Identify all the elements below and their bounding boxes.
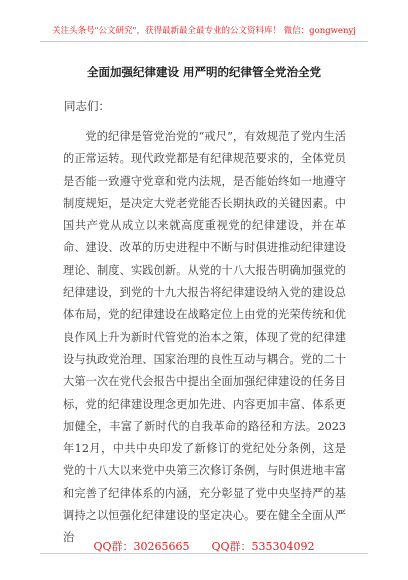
document-title: 全面加强纪律建设 用严明的纪律管全党治全党: [86, 65, 321, 79]
footer-divider: [40, 553, 368, 554]
qq-group-2: QQ群：535304092: [211, 540, 315, 553]
qq-group-1: QQ群：30265665: [93, 540, 190, 553]
promo-banner: 关注头条号"公文研究"，获得最新最全最专业的公文资料库！ 微信：gongwenyj: [52, 26, 356, 36]
page-footer: [0, 538, 408, 554]
page-header: [0, 0, 408, 46]
body-paragraph: 党的纪律是管党治党的“戒尺”，有效规范了党内生活的正常运转。现代政党都是有纪律规范要求的，全体党员是否能一致遵守党章和党内法规，是否能始终如一地遵守制度规矩，是决定大党老党能否长期执政的关键因素。中国共产党从成立以来就高度重视党的纪律建设，并在革命、建设、改革的历史进程中不断与时俱进推动纪律建设理论、制度、实践创新。从党的十八大报告明确加强党的纪律建设，到党的十九大报告将纪律建设纳入党的建设总体布局，党的纪律建设在战略定位上由党的光荣传统和优良作风上升为新时代管党的治本之策，体现了党的纪律建设与执政党治理、国家治理的良性互动与耦合。党的二十大第一次在党代会报告中提出全面加强纪律建设的任务目标，党的纪律建设理念更加先进、内容更加丰富、体系更加健全，丰富了新时代的自我革命的路径和方法。2023年12月，中共中央印发了新修订的党纪处分条例，这是党的十八大以来党中央第三次修订条例，与时俱进地丰富和完善了纪律体系的内涵，充分彰显了党中央坚持严的基调持之以恒强化纪律建设的坚定决心。要在健全全面从严治: [63, 130, 346, 545]
salutation: 同志们：: [64, 99, 110, 113]
header-divider: [40, 41, 368, 42]
